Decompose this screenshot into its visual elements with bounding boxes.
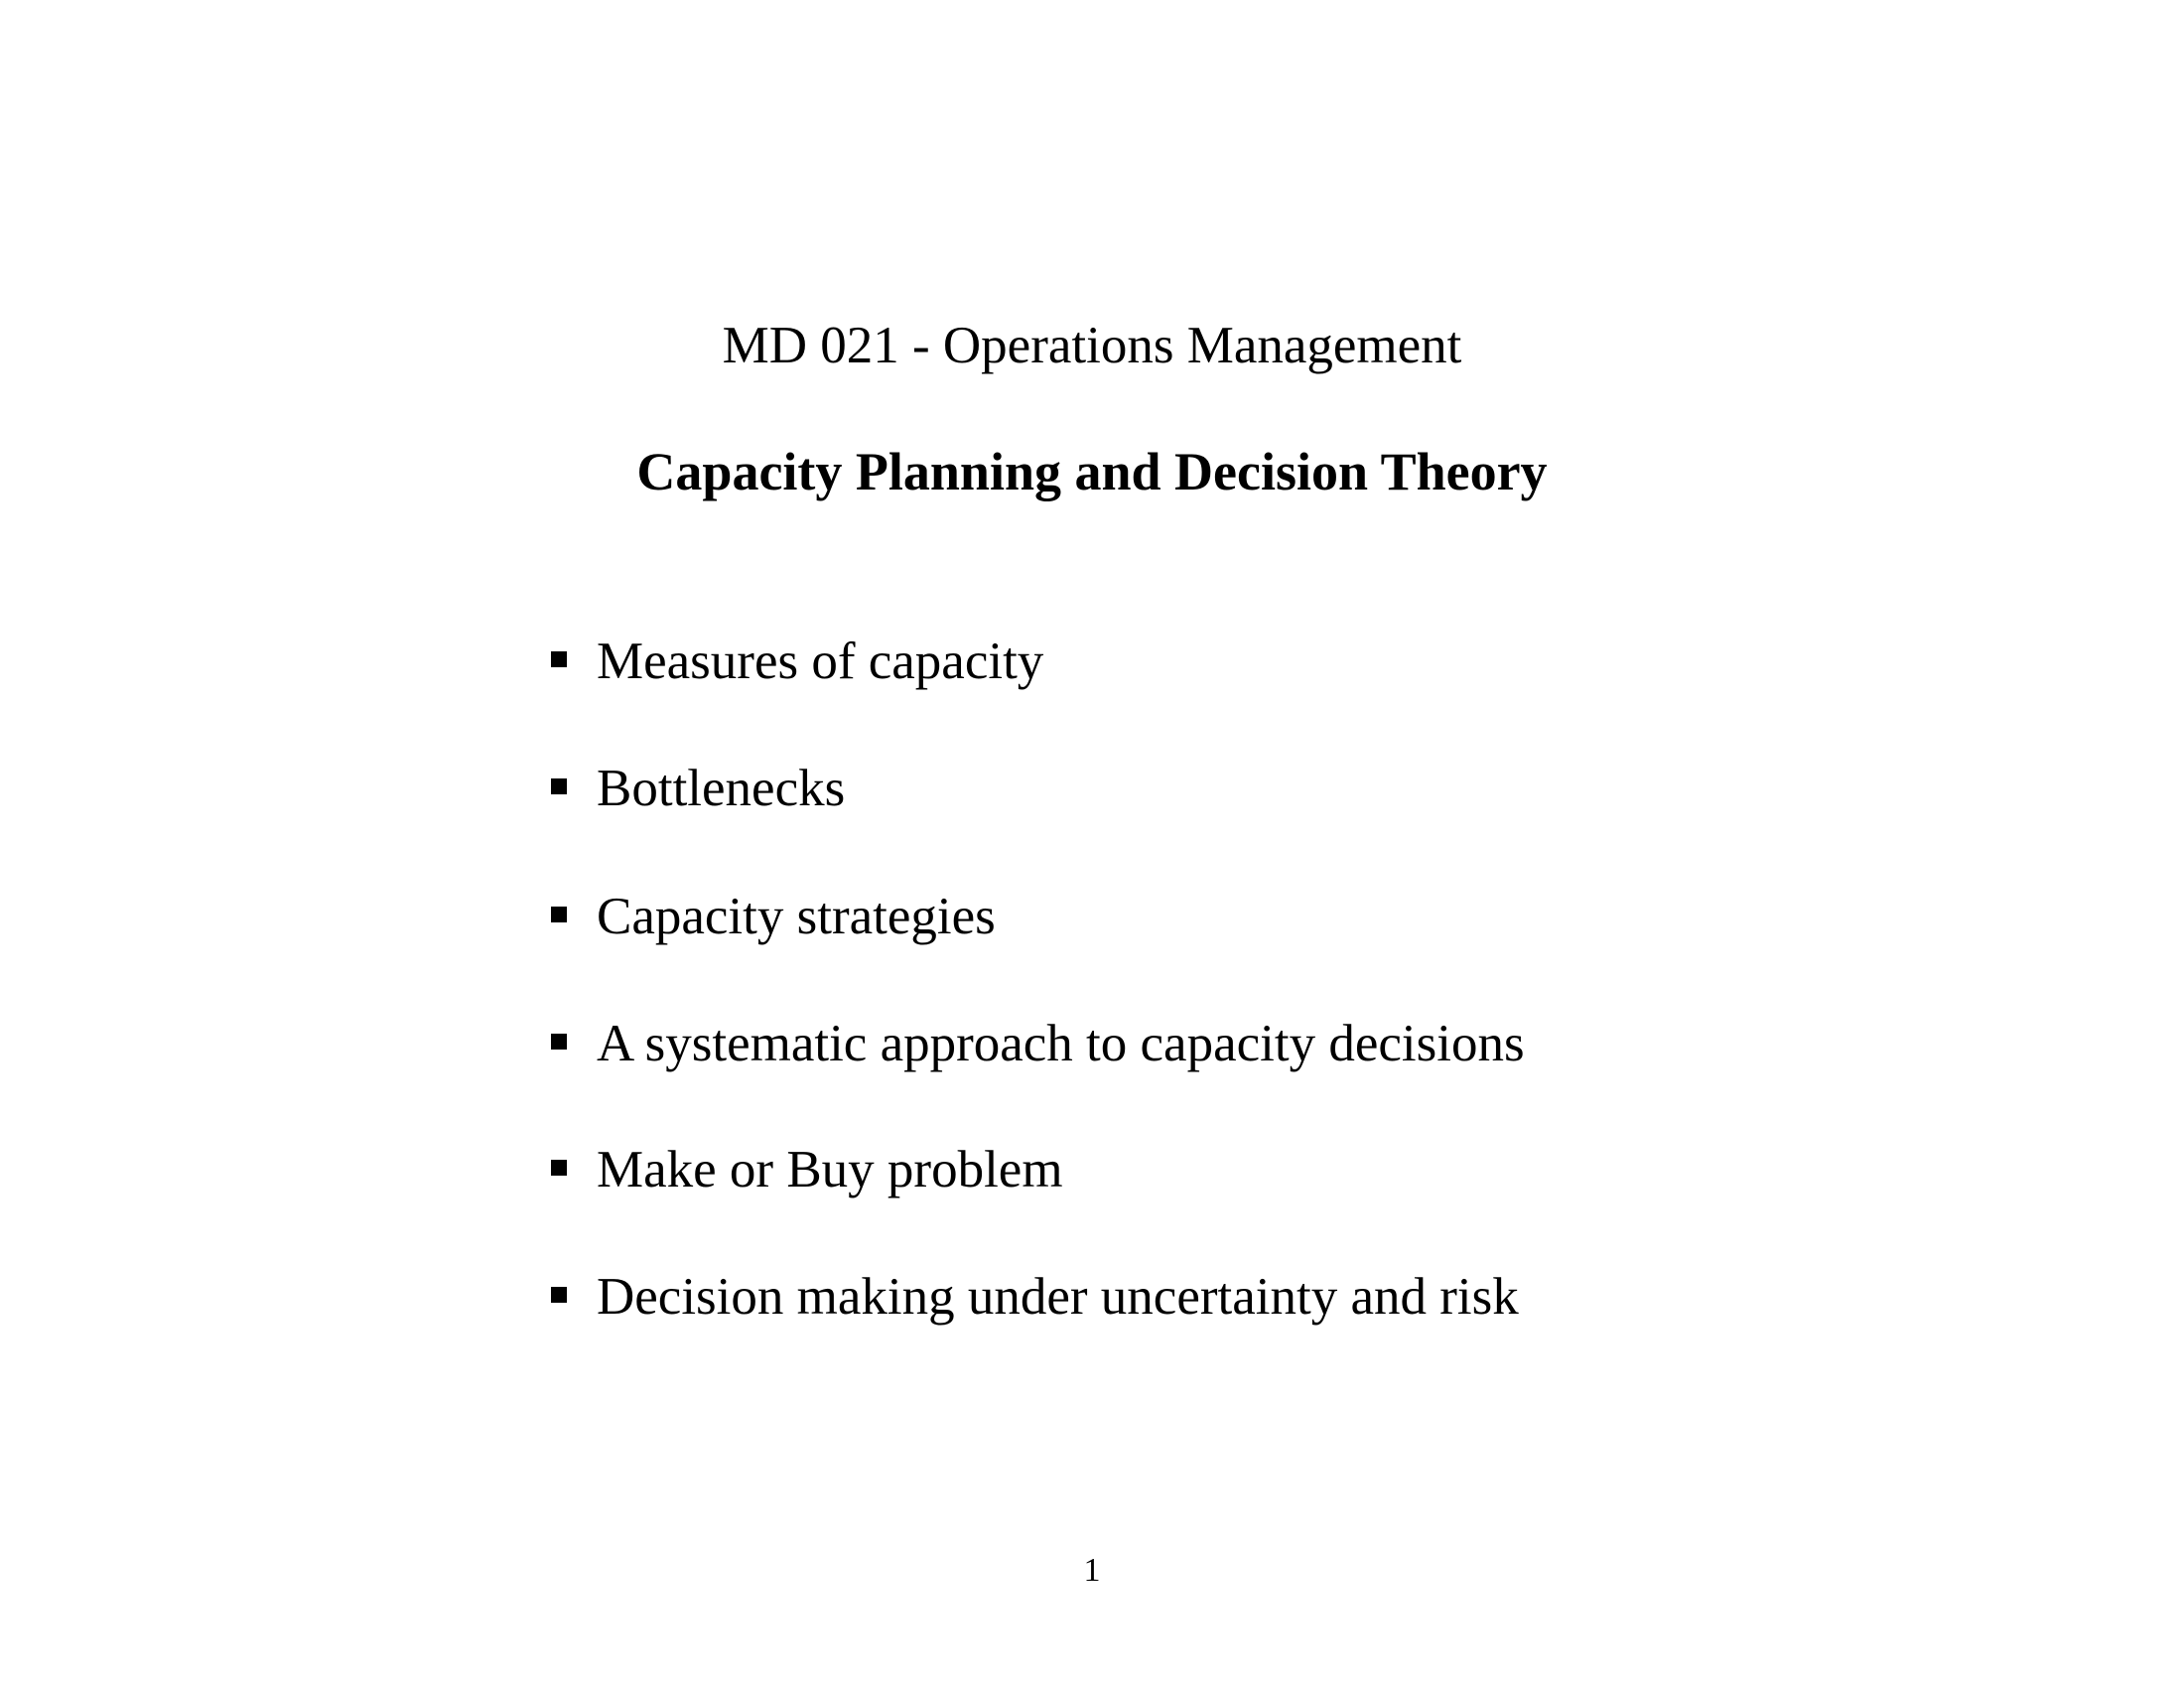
square-bullet-icon — [551, 651, 567, 667]
topic-label: Decision making under uncertainty and risk — [597, 1268, 1519, 1326]
square-bullet-icon — [551, 907, 567, 922]
lecture-title: Capacity Planning and Decision Theory — [636, 442, 1548, 501]
topic-label: Make or Buy problem — [597, 1141, 1063, 1198]
topic-label: A systematic approach to capacity decisions — [597, 1015, 1525, 1072]
square-bullet-icon — [551, 1034, 567, 1050]
page-number: 1 — [1083, 1552, 1101, 1589]
square-bullet-icon — [551, 1287, 567, 1303]
square-bullet-icon — [551, 778, 567, 794]
topic-label: Measures of capacity — [597, 633, 1044, 690]
topic-label: Bottlenecks — [597, 760, 846, 817]
square-bullet-icon — [551, 1160, 567, 1176]
topic-label: Capacity strategies — [597, 888, 996, 945]
course-title: MD 021 - Operations Management — [722, 317, 1462, 374]
